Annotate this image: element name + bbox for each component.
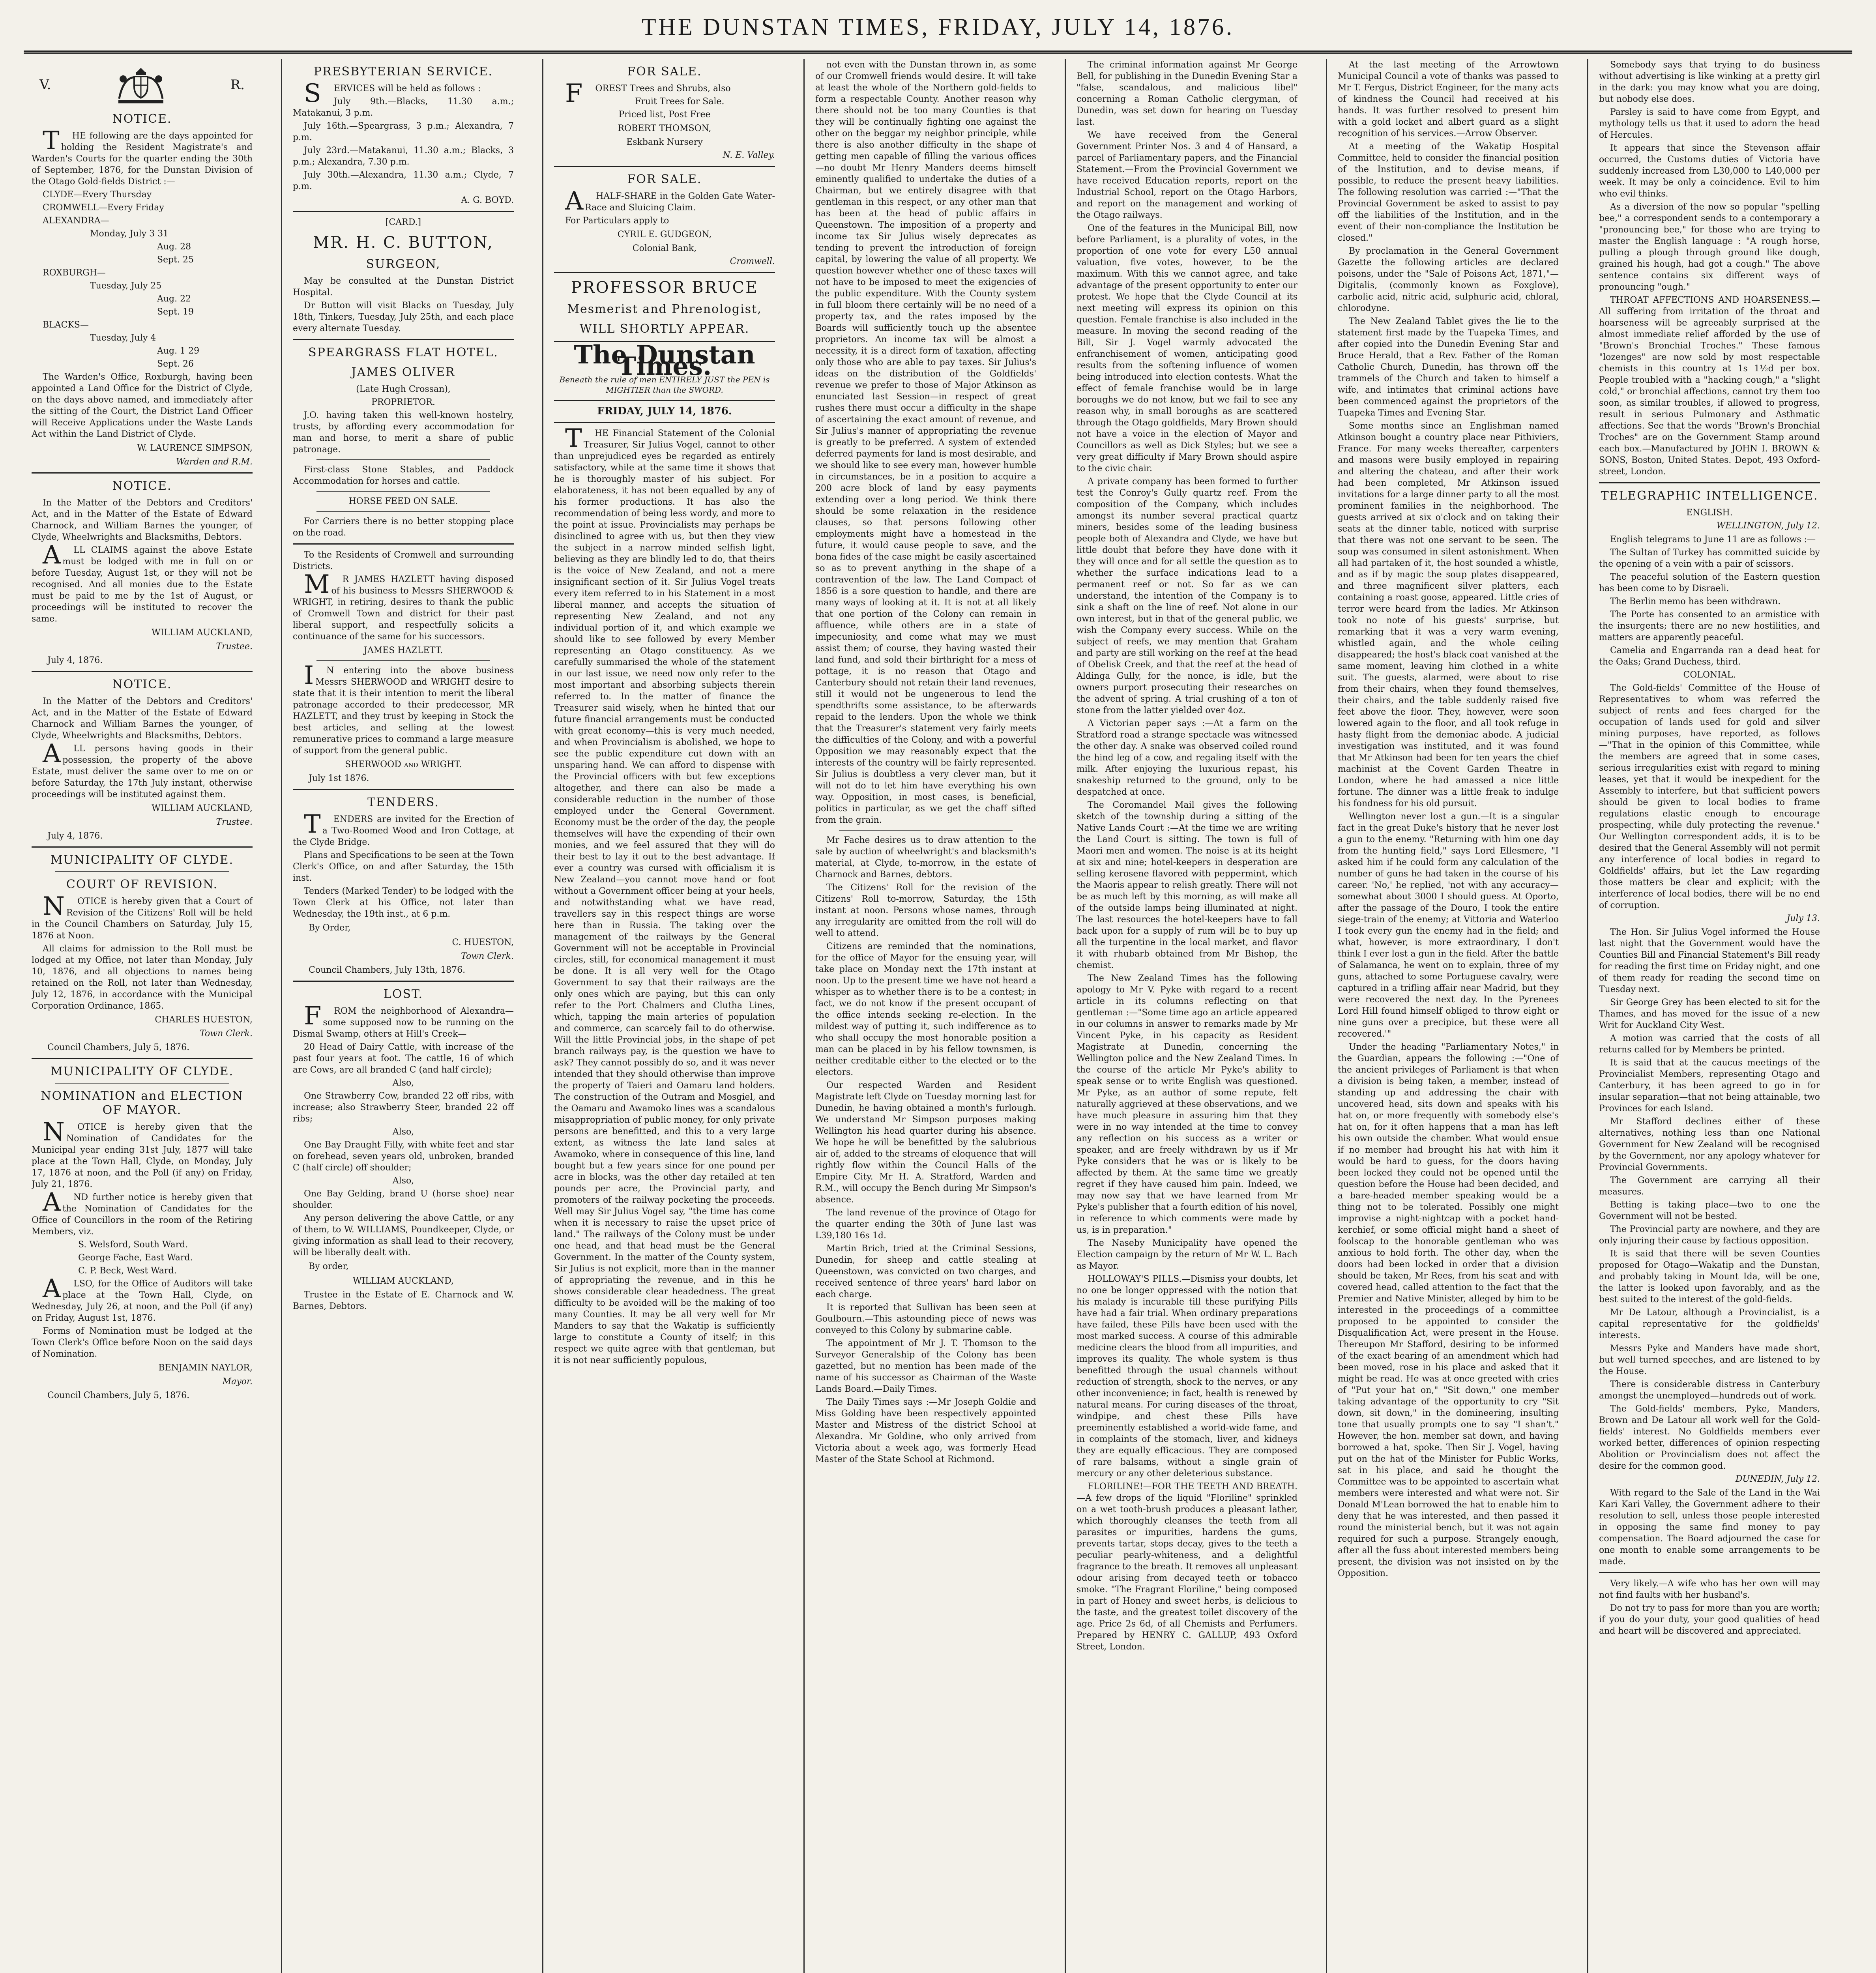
advert-subheading: SURGEON, [366,257,441,271]
news-item: It is reported that Sullivan has been seen at Goulbourn.—This astounding piece of news was conveyed to this Colony by submarine cable. [815,1303,1036,1335]
notice-date: Council Chambers, July 5, 1876. [47,1043,190,1052]
news-item: The Daily Times says :—Mr Joseph Goldie and Miss Golding have been respectively appointed Master and Mistress of the district School at Alexandra. Mr Goldine, who only arrived from Victoria about a week ago, was formerly Head Master of the State School at Richmond. [815,1397,1036,1464]
news-item: Somebody says that trying to do business without advertising is like winking at a pretty girl in the dark: you may know what you are doing, but nobody else does. [1599,60,1820,104]
notice-heading: MUNICIPALITY OF CLYDE. [50,853,234,867]
lost-also: Also, [392,1127,414,1137]
royal-crest [39,63,245,107]
news-item: We have received from the General Government Printer Nos. 3 and 4 of Hansard, a parcel of Parliamentary papers, and the Financial Statement.—From the Provincial Government we have received Education reports, report on the Industrial School, report on the Otago Harbors, and report on the management and working of the Otago railways. [1077,130,1297,220]
telegram-item: Sir George Grey has been elected to sit for the Thames, and has moved for the issue of a new Writ for Auckland City West. [1599,998,1820,1030]
divider [554,166,775,167]
news-item: The Coromandel Mail gives the following sketch of the township during a sitting of the Native Lands Court :—At the time we are writing the Land Court is sitting. The town is full of Maori men and women. The noise is at its height at six and nine; hotel-keepers in desperation are selling kerosene flavored with peppermint, which the Maoris appear to relish greatly. There will not be as much left by this morning, as will make all of the outside lamps being illuminated at night. The last resources the hotel-keepers have to fall back upon for a supply of rum will be to buy up all the turpentine in the local market, and flavor it with rhubarb obtained from Mr Bishop, the chemist. [1077,800,1297,970]
advert-subheading: WILL SHORTLY APPEAR. [579,322,750,336]
notice-body: NOTICE is hereby given that a Court of Revision of the Citizens' Roll will be held in the Council Chambers on Saturday, July 15, 1876 at Noon. [32,892,253,941]
divider [316,491,490,492]
telegram-item: The Gold-fields' members, Pyke, Manders, Brown and De Latour all work well for the Gold-fields' interest. No Goldfields members ever worked better, differences of opinion respecting Abolition or Provincialism does not affect the desire for the common good. [1599,1404,1820,1471]
news-item: Mr Fache desires us to draw attention to the sale by auction of wheelwright's and blacksmith's material, at Clyde, to-morrow, in the estate of Charnock and Barnes, debtors. [815,835,1036,880]
notice-heading: NOTICE. [112,112,172,126]
notice-body: Tenders (Marked Tender) to be lodged with the Town Clerk at his Office, not later than Wednesday, the 19th inst., at 6 p.m. [293,886,514,919]
news-item: By proclamation in the General Government Gazette the following articles are declared poisons, under the "Sale of Poisons Act, 1871,"—Digitalis, (commonly known as Foxglove), carbolic acid, nitric acid, sulphuric acid, chloral, chlorodyne. [1338,246,1559,313]
signature: A. G. BOYD. [461,195,514,205]
signature: WILLIAM AUCKLAND, [152,628,253,638]
section-subheading: COLONIAL. [1683,670,1736,680]
editorial-paragraph: THE Financial Statement of the Colonial Treasurer, Sir Julius Vogel, cannot to other than unprejudiced eyes be regarded as entirely satisfactory, while at the same time it shows that he is thoroughly master of his subject. For elaborateness, it has not been equalled by any of his former productions. It has also the recommendation of being less wordy, and more to the point at issue. Provincialists may perhaps be disinclined to agree with us, but then they view the subject in a narrow minded selfish light, believing as they are blindly led to do, that theirs is the voice of New Zealand, and not a mere insignificant section of it. Sir Julius Vogel treats every item referred to in his Statement in a most liberal manner, and accepts the situation of representing New Zealand, and not any individual portion of it, and which example we should like to see followed by every Member representing an Otago constituency. As we carefully summarised the whole of the statement in our last issue, we need now only refer to the most important and absorbing subjects therein referred to. In the matter of finance the Treasurer said wisely, when he hinted that our future financial arrangements must be conducted with great economy—this is very much needed, and when Provincialism is abolished, we hope to see the public expenditure cut down with an unsparing hand. We can afford to dispense with the Provincial officers with but few exceptions altogether, and there can also be made a considerable reduction in the number of those employed under the General Government. Economy must be the order of the day, the people themselves will have the expending of their own monies, and we feel assured that they will do their best to lay it out to the best advantage. If ever a country was cursed with officialism it is New Zealand—you cannot move hand or foot without a Government officer being at your heels, and notwithstanding what we have read, travellers say in this respect things are worse here than in Russia. The taking over the management of the railways by the General Government will not be acceptable in Provincial circles, still, for economical management it must be done. It is all very well for the Otago Government to say that their railways are the only ones which are paying, but this can only refer to the Port Chalmers and Clutha Lines, which, tapping the main arteries of population and commerce, can scarcely fail to do otherwise. Will the little Provincial jobs, in the shape of pet branch railways pay, is the question we have to ask? They cannot possibly do so, and it was never intended that they should otherwise than improve the property of Taieri and Oamaru land holders. The construction of the Outram and Mosgiel, and the Oamaru and Awamoko lines was a scandalous misappropriation of public money, for only private persons are benefitted, and this to a very large extent, as witness the late land sales at Awamoko, where in consequence of this line, land bought but a few years since for one pound per acre in blocks, was the other day retailed at ten pounds per acre, the Provincial party, and promoters of the railway pocketing the proceeds. Well may Sir Julius Vogel say, "the time has come when it is necessary to raise the upset price of land." The railways of the Colony must be under one head, and that head must be the General Government. In the matter of the County system, Sir Julius is not explicit, more than in the manner of appropriating the revenue, and in this he shows considerable clear headedness. The great difficulty to be avoided will be the making of too many Counties. It may be all very well for Mr Manders to say that the Wakatip is sufficiently large to constitute a County of itself; in this respect we quite agree with that gentleman, but it is not near sufficiently populous, [554,424,775,1365]
court-date: Tuesday, July 25 [90,281,162,291]
advert-line: HORSE FEED ON SALE. [348,496,458,506]
news-item: A Victorian paper says :—At a farm on the Stratford road a strange spectacle was witnessed the other day. A snake was observed coiled round the hind leg of a cow, and regaling itself with the milk. After enjoying the luxurious repast, his snakeship returned to the ground, only to be despatched at once. [1077,719,1297,797]
advert-body: AHALF-SHARE in the Golden Gate Water-Race and Sluicing Claim. [565,187,775,216]
telegram-item: With regard to the Sale of the Land in the Wai Kari Kari Valley, the Government adhere to their resolution to sell, unless those people interested in opposing the same find money to pay compensation. The Board adjourned the case for one month to enable some arrangements to be made. [1599,1488,1820,1567]
notice-date: July 1st 1876. [309,773,369,783]
notice-heading: NOTICE. [112,678,172,691]
notice-body: Any person delivering the above Cattle, or any of them, to W. WILLIAMS, Poundkeeper, Clyde, or giving information as shall lead to their recovery, will be liberally dealt with. [293,1213,514,1258]
news-item: Wellington never lost a gun.—It is a singular fact in the great Duke's history that he never lost a gun to the enemy. "Returning with him one day from the hunting field," says Lord Ellesmere, "I asked him if he could form any calculation of the number of guns he had taken in the course of his career. 'No,' he replied, 'not with any accuracy—somewhat about 3000 I should guess. At Oporto, after the passage of the Douro, I took the entire siege-train of the enemy; at Vittoria and Waterloo I took every gun the enemy had in the field; and what, however, is more extraordinary, I don't think I ever lost a gun in the field. After the battle of Salamanca, he went on to explain, three of my guns, attached to some Portuguese cavalry, were captured in a trifling affair near Madrid, but they were recovered the next day. In the Pyrenees Lord Hill found himself obliged to throw eight or nine guns over a precipice, but these were all recovered.'" [1338,812,1559,1039]
news-item: A private company has been formed to further test the Conroy's Gully quartz reef. From the composition of the Company, which includes amongst its number several practical quartz miners, besides some of the leading business people both of Alexandra and Clyde, we have but little doubt that before they have done with it they will once and for all settle the question as to whether the surface indications lead to a permanent reef or not. So far as we can understand, the intention of the Company is to sink a shaft on the line of reef. Not alone in our own interest, but in that of the general public, we wish the Company every success. While on the subject of reefs, we may mention that Graham and party are still working on the reef at the head of Obelisk Creek, and that the reef at the head of Aldinga Gully, for the nonce, is idle, but the owners purport prosecuting their researches on the advent of spring. A trial crushing of a ton of stone from the latter yielded over 4oz. [1077,477,1297,715]
notice-date: July 4, 1876. [47,831,103,841]
divider [316,511,490,512]
telegram-item: The Government are carrying all their measures. [1599,1176,1820,1197]
news-item: Some months since an Englishman named Atkinson bought a country place near Pithiviers, France. For many weeks thereafter, carpenters and masons were busily employed in repairing and altering the chateau, and after their work had been completed, Mr Atkinson issued invitations for a large dinner party to all the most prominent families in the neighborhood. The guests arrived at six o'clock and on taking their seats at the dinner table, noticed with surprise that there was not one servant to be seen. The soup was consumed in silent astonishment. When all had partaken of it, the host sounded a whistle, and as if by magic the soup plates disappeared, and three magnificent silver platters, each containing a roast goose, appeared. Little cries of terror were heard from the ladies. Mr Atkinson took no note of his guests' surprise, but remarking that it was a very warm evening, whistled again, and the whole ceiling disappeared; the host's black coat vanished at the same moment, leaving him clothed in a white suit. The guests, alarmed, were about to rise from their chairs, when they found themselves, their chairs, and the table suddenly raised five feet above the floor. They, however, were soon lowered again to the floor, and all took refuge in hasty flight from the demoniac abode. A judicial investigation was instituted, and it was found that Mr Atkinson had been for ten years the chief machinist at the Covent Garden Theatre in London, where he had amassed a nice little fortune. The dinner was a little freak to indulge his fondness for his old pursuit. [1338,421,1559,809]
telegram-item: Messrs Pyke and Manders have made short, but well turned speeches, and are listened to by the House. [1599,1344,1820,1376]
court-date: Aug. 28 [157,242,191,252]
column-5 [1077,59,1297,1973]
court-clyde: CLYDE—Every Thursday [43,190,152,200]
signature-title: Trustee. [216,642,253,651]
candidate-name: S. Welsford, South Ward. [78,1240,188,1250]
notice-body: All claims for admission to the Roll must be lodged at my Office, not later than Monday, July 10, 1876, and all objections to names being retained on the Roll, not later than Wednesday, July 12, 1876, in accordance with the Municipal Corporation Ordinance, 1865. [32,944,253,1011]
news-item: Under the heading "Parliamentary Notes," in the Guardian, appears the following :—"One of the ancient privileges of Parliament is that when a division is being taken, a member, instead of standing up and addressing the chair with uncovered head, sits down and speaks with his hat on, or more frequently with somebody else's hat on, for it often happens that a man has left his own outside the chamber. What would ensue if no member had brought his hat with him it would be hard to guess, for the doors having been locked they could not be opened until the question before the House had been decided, and a bare-headed member speaking would be a thing not to be tolerated. Possibly one might improvise a night-nightcap with a pocket hand-kerchief, or some official might hand a sheet of foolscap to the honorable gentleman who was anxious to hold forth. The other day, when the doors had been locked in order that a division should be taken, Mr Rees, from his seat and with covered head, called attention to the fact that the Premier and Native Minister, alleged by him to be interested in the proceedings of a committee proposed to be appointed to consider the Disqualification Act, were present in the House. Thereupon Mr Stafford, desiring to be informed of the exact bearing of an amendment which had been moved, rose in his place and asked that it might be read. He was at once greeted with cries of "Put your hat on," "Sit down," one member taking advantage of the opportunity to cry "Sit down, sit down," in the domineering, insulting tone that usually prompts one to say "I shan't." However, the hon. member sat down, and having borrowed a hat, spoke. Then Sir J. Vogel, having put on the hat of the Minister for Public Works, sat in his place, and said he thought the Committee was to be appointed to ascertain what members were interested and what were not. Sir Donald M'Lean borrowed the hat to enable him to deny that he was interested, and then passed it round the ministerial bench, but it was not again required for such a purpose. Strangely enough, after all the fuss about interested members being present, the division was not insisted on by the Opposition. [1338,1042,1559,1578]
service-line: July 16th.—Speargrass, 3 p.m.; Alexandra, 7 p.m. [293,121,514,142]
news-item: At the last meeting of the Arrowtown Municipal Council a vote of thanks was passed to Mr T. Fergus, District Engineer, for the many acts of kindness the Council had received at his hands. It was further resolved to present him with a gold locket and albert guard as a slight recognition of his services.—Arrow Observer. [1338,60,1559,139]
signature: CHARLES HUESTON, [155,1015,253,1025]
notice-body: ALL CLAIMS against the above Estate must be lodged with me in full on or before Tuesday, August 1st, or they will not be recognised. And all monies due to the Estate must be paid to me by the 1st of August, or proceedings will be instituted to recover the same. [32,541,253,624]
news-item: One of the features in the Municipal Bill, now before Parliament, is a plurality of votes, in the proportion of one vote for every L50 annual valuation, five votes, however, to be the maximum. With this we cannot agree, and take advantage of the present opportunity to enter our protest. We hope that the Clyde Council at its next meeting will express its opinion on this question. Female franchise is also included in the measure. In moving the second reading of the Bill, Sir J. Vogel warmly advocated the enfranchisement of women, anticipating good results from the softening influence of women being introduced into election contests. What the effect of female franchise would be in large boroughs we do not know, but we fail to see any reason why, in small boroughs as are scattered through the Otago goldfields, Mary Brown should not have a voice in the election of Mayor and Councillors as well as Dick Styles; but we see a very great difficulty if Mary Brown should aspire to the civic chair. [1077,223,1297,474]
running-header [24,7,1852,51]
advert-line: Cromwell. [730,256,775,266]
divider [554,422,775,423]
header-rule [24,51,1852,54]
court-date: Tuesday, July 4 [90,333,156,343]
court-blacks: BLACKS— [43,320,89,330]
signature: CYRIL E. GUDGEON, [617,230,712,240]
news-item: FLORILINE!—FOR THE TEETH AND BREATH.—A few drops of the liquid "Floriline" sprinkled on a wet tooth-brush produces a pleasant lather, which thoroughly cleanses the teeth from all parasites or impurities, hardens the gums, prevents tartar, stops decay, gives to the teeth a peculiar pearly-whiteness, and a delightful fragrance to the breath. It removes all unpleasant odour arising from decayed teeth or tobacco smoke. "The Fragrant Floriline," being composed in part of Honey and sweet herbs, is delicious to the taste, and the greatest toilet discovery of the age. Price 2s 6d, of all Chemists and Perfumers. Prepared by HENRY C. GALLUP, 493 Oxford Street, London. [1077,1482,1297,1652]
advert-line: (Late Hugh Crossan), [356,384,451,394]
advert-heading: MR. H. C. BUTTON, [313,234,494,252]
service-line: July 23rd.—Matakanui, 11.30 a.m.; Blacks, 3 p.m.; Alexandra, 7.30 p.m. [293,146,514,167]
notice-date: Council Chambers, July 5, 1876. [47,1391,190,1400]
court-date: Aug. 22 [157,294,191,304]
telegram-item: Camelia and Engarranda ran a dead heat for the Oaks; Grand Duchess, third. [1599,646,1820,667]
news-item: The land revenue of the province of Otago for the quarter ending the 30th of June last was L39,180 16s 1d. [815,1208,1036,1241]
divider [293,211,514,212]
news-item: At a meeting of the Wakatip Hospital Committee, held to consider the financial position of the Institution, and to devise means, if possible, to reduce the present heavy liabilities. The following resolution was carried :—"That the Provincial Government be asked to assist to pay off the liabilities of the Institution, and in the event of their non-compliance the Institution be closed." [1338,142,1559,243]
section-subheading: ENGLISH. [1686,508,1733,518]
signature: WILLIAM AUCKLAND, [353,1276,454,1286]
column-2 [293,59,514,1973]
notice-by: By order, [309,1262,349,1271]
dispatch-dateline: DUNEDIN, July 12. [1735,1474,1820,1484]
advert-heading: FOR SALE. [627,65,702,79]
notice-subheading: COURT OF REVISION. [66,878,218,891]
notice-body: ALSO, for the Office of Auditors will take place at the Town Hall, Clyde, on Wednesday, July 26, at noon, and the Poll (if any) on Friday, August 1st, 1876. [32,1274,253,1323]
column-1 [32,59,253,1973]
signature: BENJAMIN NAYLOR, [158,1363,253,1373]
signature-title: Mayor. [222,1377,253,1387]
editorial-dateline: FRIDAY, JULY 14, 1876. [597,405,732,417]
telegram-item: Mr De Latour, although a Provincialist, is a capital representative for the goldfields' interests. [1599,1308,1820,1340]
lost-item: One Bay Draught Filly, with white feet and star on forehead, seven years old, unbroken, branded C (half circle) off shoulder; [293,1140,514,1173]
crest-r: R. [230,77,245,93]
service-line: July 30th.—Alexandra, 11.30 a.m.; Clyde, 7 p.m. [293,170,514,191]
signature-title: Trustee in the Estate of E. Charnock and W. Barnes, Debtors. [293,1290,514,1311]
crest-v: V. [39,77,51,93]
divider [32,1058,253,1059]
telegram-item: It is said that at the caucus meetings of the Provincialist Members, representing Otago and Canterbury, it has been agreed to go in for insular separation—that not being attainable, two Provinces for each Island. [1599,1058,1820,1114]
candidate-name: George Fache, East Ward. [78,1253,193,1263]
nameplate: The Dunstan Times. [574,340,755,381]
lost-also: Also, [392,1176,414,1186]
telegram-item: The Porte has consented to an armistice with the insurgents; there are no new hostilities, and matters are apparently peaceful. [1599,610,1820,642]
editorial-paragraph: not even with the Dunstan thrown in, as some of our Cromwell friends would desire. It will take at least the whole of the Northern gold-fields to form a respectable County. Another reason why there should not be too many Counties is that they will be continually fighting one against the other on the beggar my neighbor principle, while there is also another difficulty in the shape of getting men capable of filling the various offices—no doubt Mr Henry Manders deems himself eminently qualified to undertake the duties of a Chairman, but we entirely disagree with that gentleman in this respect, or any other man that has been at the head of public affairs in Queenstown. The imposition of a property and income tax Sir Julius wisely deprecates as tending to prevent the introduction of foreign capital, by lowering the value of all property. We question however whether one of these taxes will not have to be imposed to meet the exigencies of the public expenditure. With the County system in full bloom there certainly will be no need of a property tax, and the rates imposed by the Boards will sufficiently touch up the absentee proprietors. An income tax will be almost a necessity, it is a direct form of taxation, affecting only those who are able to pay taxes. Sir Julius's ideas on the distribution of the Goldfields' revenue we prefer to those of Major Atkinson as enunciated last Session—in respect of great rushes there must occur a difficulty in the shape of ascertaining the exact amount of revenue, and Sir Julius's manner of appropriating the revenue is greatly to be preferred. A system of extended deferred payments for land is most desirable, and we should like to see every man, however humble in circumstances, be in a position to acquire a 200 acre block of land by easy payments extending over a long period. We think there should be some relaxation in the residence clauses, so that persons following other employments might have a homestead in the future, it would cause people to save, and the bona fides of the case might be easily ascertained so as to prevent anything in the shape of a contravention of the law. The Land Compact of 1856 is a sore question to handle, and there are many ways of looking at it. It is not at all likely that one portion of the Colony can remain in affluence, while others are in a state of impecuniosity, and come what may we must assist them; of course, they having wasted their land fund, and sold their birthright for a mess of pottage, it is no reason that Otago and Canterbury should not retain their land revenues, still it would not be ungenerous to lend the spendthrifts some assistance, to be afterwards repaid to the lenders. Upon the whole we think that the Treasurer's statement very fairly meets the difficulties of the Colony, and with a powerful Opposition we may reasonably expect that the interests of the country will be fairly represented. Sir Julius is doubtless a very clever man, but it will not do to let him have everything his own way. Opposition, in most cases, is beneficial, politics in particular, as we get the chaff sifted from the grain. [815,60,1036,825]
court-date: Sept. 26 [157,359,194,369]
signature-title: Town Clerk. [200,1029,253,1039]
advert-subheading: Mesmerist and Phrenologist, [567,302,762,316]
notice-by: By Order, [309,923,351,933]
notice-heading: PRESBYTERIAN SERVICE. [313,65,493,79]
divider [55,871,229,872]
notice-body: SERVICES will be held as follows : [304,79,481,108]
columns [24,59,1852,1973]
signature-title: Trustee. [216,817,253,827]
divider [32,846,253,848]
notice-heading: MUNICIPALITY OF CLYDE. [50,1065,234,1078]
news-item: Citizens are reminded that the nominations, for the office of Mayor for the ensuing year, will take place on Monday next the 17th instant at noon. Up to the present time we have not heard a whisper as to whether there is to be a contest; in fact, we do not know if the present occupant of the office intends seeking re-election. In the mildest way of putting it, such indifference as to who shall occupy the most honorable position a man can be placed in by his fellow townsmen, is neither creditable either to the elected or to the electors. [815,942,1036,1077]
telegram-item: The Gold-fields' Committee of the House of Representatives to whom was referred the subject of rents and fees charged for the occupation of lands used for gold and silver mining purposes, have reported, as follows—"That in the opinion of this Committee, while the members are agreed that in some cases, serious irregularities exist with regard to mining leases, yet that it would be inexpedient for the Assembly to interfere, but that sufficient powers should be given to local bodies to frame regulations elastic enough to encourage prospecting, while duly protecting the revenue." Our Wellington correspondent adds, it is to be desired that the General Assembly will not permit any interference of local bodies in regard to Goldfields' affairs, but let the Law regarding those matters be clear and explicit; with the interference of local bodies, there will be no end of corruption. [1599,683,1820,910]
divider [293,981,514,982]
notice-body: Forms of Nomination must be lodged at the Town Clerk's Office before Noon on the said days of Nomination. [32,1326,253,1359]
notice-body: FROM the neighborhood of Alexandra—some supposed now to be running on the Dismal Swamp, others at Hill's Creek— [293,1001,514,1039]
telegram-item: The Provincial party are nowhere, and they are only injuring their cause by factious opposition. [1599,1224,1820,1246]
notice-body: Plans and Specifications to be seen at the Town Clerk's Office, on and after Saturday, the 15th inst. [293,850,514,883]
news-item: Do not try to pass for more than you are worth; if you do your duty, your good qualities of head and heart will be discovered and appreciated. [1599,1603,1820,1636]
divider [1599,1572,1820,1573]
advert-body: To the Residents of Cromwell and surrounding Districts. [293,550,514,571]
court-date: Aug. 1 29 [157,346,200,356]
notice-body: TENDERS are invited for the Erection of a Two-Roomed Wood and Iron Cottage, at the Clyde Bridge. [293,810,514,847]
lost-item: One Strawberry Cow, branded 22 off ribs, with increase; also Strawberry Steer, branded 22 off ribs; [293,1091,514,1124]
telegram-item: English telegrams to June 11 are as follows :— [1610,535,1816,545]
notice-date: July 4, 1876. [47,655,103,665]
signature: ROBERT THOMSON, [618,124,711,133]
notice-body: In the Matter of the Debtors and Creditors' Act, and in the Matter of the Estate of Edward Charnock and William Barnes the younger, of Clyde, Wheelwrights and Blacksmiths, Debtors. [32,696,253,741]
motto: Beneath the rule of men ENTIRELY JUST the PEN is MIGHTIER than the SWORD. [559,375,770,395]
news-item: The appointment of Mr J. T. Thomson to the Surveyor Generalship of the Colony has been gazetted, but no mention has been made of the name of his successor as Chairman of the Waste Lands Board.—Daily Times. [815,1338,1036,1394]
news-item: The Citizens' Roll for the revision of the Citizens' Roll to-morrow, Saturday, the 15th instant at noon. Persons whose names, through any irregularity are omitted from the roll will do well to attend. [815,883,1036,938]
signature-title: Warden and R.M. [176,457,253,467]
lost-item: 20 Head of Dairy Cattle, with increase of the past four years at foot. The cattle, 16 of which are Cows, are all branded C (and half circle); [293,1042,514,1075]
dispatch-dateline: July 13. [1786,913,1820,923]
divider [293,339,514,340]
signature: WILLIAM AUCKLAND, [152,803,253,813]
news-item: The New Zealand Tablet gives the lie to the statement first made by the Tuapeka Times, and after copied into the Dunedin Evening Star and Bruce Herald, that a Rev. Father of the Roman Catholic Church, Dunedin, has thrown off the trammels of the Church and taken to himself a wife, and intimates that criminal actions have been commenced against the proprietors of the Tuapeka Times and Evening Star. [1338,316,1559,418]
advert-body: J.O. having taken this well-known hostelry, trusts, by affording every accommodation for man and horse, to merit a share of public patronage. [293,410,514,455]
divider [554,272,775,273]
advert-line: Fruit Trees for Sale. [635,97,725,107]
divider [316,660,490,661]
running-header-title: THE DUNSTAN TIMES, FRIDAY, JULY 14, 1876. [642,14,1234,40]
advert-heading: FOR SALE. [627,172,702,186]
divider [32,472,253,474]
signature: SHERWOOD and WRIGHT. [345,760,462,769]
advert-body: FOREST Trees and Shrubs, also [565,79,731,108]
divider [316,459,490,460]
notice-heading: TENDERS. [367,796,439,809]
divider [55,1083,229,1084]
court-date: Sept. 25 [157,255,194,265]
candidate-name: C. P. Beck, West Ward. [78,1266,177,1276]
notice-heading: LOST. [383,987,423,1001]
service-line: July 9th.—Blacks, 11.30 a.m.; Matakanui, 3 p.m. [293,97,514,118]
signature-title: Town Clerk. [461,951,514,961]
advert-line: PROPRIETOR. [371,397,435,407]
advert-line: Eskbank Nursery [626,137,703,147]
news-item: The New Zealand Times has the following apology to Mr V. Pyke with regard to a recent article in its columns reflecting on that gentleman :—"Some time ago an article appeared in our columns in answer to remarks made by Mr Vincent Pyke, in his capacity as Resident Magistrate at Dunedin, concerning the Wellington police and the New Zealand Times. In the course of the article Mr Pyke's ability to speak sense or to write English was questioned. Mr Pyke, as an author of some repute, felt naturally aggrieved at these observations, and we have much pleasure in assuring him that they were in no way intended at the time to convey any reflection on his success as a writer or speaker, and are freely withdrawn by us if Mr Pyke considers that he was or is likely to be affected by them. At the same time we greatly regret if they have caused him pain. Indeed, we may now say that we have learned from Mr Pyke's publisher that a fourth edition of his novel, in reference to which comments were made by us, is in preparation." [1077,973,1297,1235]
court-roxburgh: ROXBURGH— [43,268,106,278]
signature: C. HUESTON, [452,938,514,947]
advert-heading: PROFESSOR BRUCE [571,279,758,297]
news-item: As a diversion of the now so popular "spelling bee," a correspondent sends to a contemporary a "pronouncing bee," for those who are trying to master the English language : "A rough horse, pulling a plough through ground like dough, grained his hough, had got a cough." The above sentence contains six different ways of pronouncing "ough." [1599,202,1820,292]
court-cromwell: CROMWELL—Every Friday [43,203,164,213]
advert-body: May be consulted at the Dunstan District Hospital. [293,276,514,298]
court-date: Monday, July 3 31 [90,229,169,239]
news-item: The criminal information against Mr George Bell, for publishing in the Dunedin Evening Star a "false, scandalous, and malicious libel" concerning a Roman Catholic clergyman, of Dunedin, was set down for hearing on Tuesday last. [1077,60,1297,127]
notice-heading: NOTICE. [112,479,172,493]
advert-name: JAMES OLIVER [351,365,455,379]
telegram-item: There is considerable distress in Canterbury amongst the unemployed—hundreds out of work. [1599,1380,1820,1401]
advert-line: Priced list, Post Free [618,110,711,120]
advert-line: N. E. Valley. [723,150,775,160]
column-4 [815,59,1036,1973]
telegram-item: The Sultan of Turkey has committed suicide by the opening of a vein with a pair of scissors. [1599,548,1820,569]
advert-body: IN entering into the above business Messrs SHERWOOD and WRIGHT desire to state that it is their intention to merit the liberal patronage accorded to their predecessor, MR HAZLETT, and they trust by keeping in Stock the best articles, and selling at the lowest remunerative prices to command a large measure of support from the general public. [293,661,514,756]
news-item: THROAT AFFECTIONS AND HOARSENESS.—All suffering from irritation of the throat and hoarseness will be agreeably surprised at the almost immediate relief afforded by the use of "Brown's Bronchial Troches." These famous "lozenges" are now sold by most respectable chemists in this country at 1s 1½d per box. People troubled with a "hacking cough," a "slight cold," or bronchial affections, cannot try them too soon, as similar troubles, if allowed to progress, result in serious Pulmonary and Asthmatic affections. See that the words "Brown's Bronchial Troches" are on the Government Stamp around each box.—Manufactured by JOHN I. BROWN & SONS, Boston, United States. Depot, 493 Oxford-street, London. [1599,295,1820,477]
telegram-item: Mr Stafford declines either of these alternatives, nothing less than one National Government for New Zealand will be recognised by the Government, nor any apology whatever for Provincial Governments. [1599,1117,1820,1172]
news-item: Very likely.—A wife who has her own will may not find faults with her husband's. [1599,1579,1820,1600]
news-item: It appears that since the Stevenson affair occurred, the Customs duties of Victoria have suddenly increased from L30,000 to L40,000 per week. It may be only a coincidence. Evil to him who evil thinks. [1599,143,1820,199]
news-item: Parsley is said to have come from Egypt, and mythology tells us that it used to adorn the head of Hercules. [1599,107,1820,140]
column-7 [1599,59,1820,1973]
dispatch-dateline: WELLINGTON, July 12. [1716,521,1820,531]
notice-subheading: NOMINATION and ELECTION OF MAYOR. [41,1089,243,1117]
notice-body: The Warden's Office, Roxburgh, having been appointed a Land Office for the District of Clyde, on the days above named, and immediately after the sitting of the Court, the District Land Officer will Receive Applications under the Waste Lands Act within the Land District of Clyde. [32,372,253,439]
advert-body: MR JAMES HAZLETT having disposed of his business to Messrs SHERWOOD & WRIGHT, in retiring, desires to thank the public of Cromwell Town and district for their past liberal support, and respectfully solicits a continuance of the same for his successors. [293,570,514,642]
signature: W. LAURENCE SIMPSON, [137,443,253,453]
divider [839,830,1013,831]
telegram-item: It is said that there will be seven Counties proposed for Otago—Wakatip and the Dunstan, and probably taking in Mount Ida, will be one, the latter is looked upon favorably, and as the best suited to the interest of the gold-fields. [1599,1249,1820,1305]
advert-body: For Carriers there is no better stopping place on the road. [293,517,514,538]
notice-body: THE following are the days appointed for holding the Resident Magistrate's and Warden's Courts for the quarter ending the 30th of September, 1876, for the Dunstan Division of the Otago Gold-fields District :— [32,126,253,187]
news-item: Martin Brich, tried at the Criminal Sessions, Dunedin, for sheep and cattle stealing at Queenstown, was convicted on two charges, and received sentence of three years' hard labor on each charge. [815,1244,1036,1299]
advert-body: Dr Button will visit Blacks on Tuesday, July 18th, Tinkers, Tuesday, July 25th, and each place every alternate Tuesday. [293,301,514,333]
royal-arms-icon [111,63,170,107]
court-alexandra: ALEXANDRA— [43,216,109,226]
section-heading: TELEGRAPHIC INTELLIGENCE. [1601,489,1818,503]
signature: JAMES HAZLETT. [364,646,443,655]
news-item: HOLLOWAY'S PILLS.—Dismiss your doubts, let no one be longer oppressed with the notion that his malady is incurable till these purifying Pills have had a fair trial. When ordinary preparations have failed, these Pills have been used with the most marked success. A course of this admirable medicine clears the blood from all impurities, and improves its quality. The whole system is thus benefitted through the usual channels without reduction of strength, shock to the nerves, or any other inconvenience; in fact, health is renewed by natural means. For curing diseases of the throat, windpipe, and chest these Pills have preeminently established a world-wide fame, and in complaints of the stomach, liver, and kidneys they are equally efficacious. They are composed of rare balsams, without a single grain of mercury or any other deleterious substance. [1077,1274,1297,1479]
advert-body: First-class Stone Stables, and Paddock Accommodation for horses and cattle. [293,465,514,486]
court-date: Sept. 19 [157,307,194,317]
divider [1599,482,1820,483]
divider [32,671,253,672]
telegram-item: The Hon. Sir Julius Vogel informed the House last night that the Government would have the Counties Bill and Financial Statement's Bill ready for reading the first time on Friday night, and one of them ready for reading the second time on Tuesday next. [1599,927,1820,994]
lost-also: Also, [392,1078,414,1088]
notice-body: In the Matter of the Debtors and Creditors' Act, and in the Matter of the Estate of Edward Charnock, and William Barnes the younger, of Clyde, Wheelwrights and Blacksmiths, Debtors. [32,498,253,542]
telegram-item: Betting is taking place—two to one the Government will not be bested. [1599,1200,1820,1221]
notice-date: Council Chambers, July 13th, 1876. [309,965,466,975]
notice-body: ALL persons having goods in their possession, the property of the above Estate, must deliver the same over to me on or before Saturday, the 17th July instant, otherwise proceedings will be instituted against them. [32,739,253,799]
column-3 [554,59,775,1973]
divider [554,400,775,401]
telegram-item: A motion was carried that the costs of all returns called for by Members be printed. [1599,1033,1820,1055]
notice-body: NOTICE is hereby given that the Nomination of Candidates for the Municipal year ending 31st July, 1877 will take place at the Town Hall, Clyde, on Monday, July 17, 1876 at noon, and the Poll (if any) on Friday, July 21, 1876. [32,1118,253,1189]
advert-line: Colonial Bank, [632,243,697,253]
telegram-item: The Berlin memo has been withdrawn. [1610,597,1781,607]
advert-heading: SPEARGRASS FLAT HOTEL. [308,346,498,359]
divider [293,543,514,545]
divider [293,789,514,790]
lost-item: One Bay Gelding, brand U (horse shoe) near shoulder. [293,1189,514,1210]
column-6 [1338,59,1559,1973]
advert-body: For Particulars apply to [565,216,669,226]
news-item: Our respected Warden and Resident Magistrate left Clyde on Tuesday morning last for Dunedin, he having obtained a month's furlough. We understand Mr Simpson purposes making Wellington his head quarter during his absence. We hope he will be benefitted by the salubrious air of, added to the streams of eloquence that will rightly flow within the Council Halls of the Empire City. Mr H. A. Stratford, Warden and R.M., will occupy the Bench during Mr Simpson's absence. [815,1080,1036,1205]
telegram-item: The peaceful solution of the Eastern question has been come to by Disraeli. [1599,572,1820,593]
news-item: The Naseby Municipality have opened the Election campaign by the return of Mr W. L. Bach as Mayor. [1077,1238,1297,1271]
card-label: [CARD.] [385,217,421,227]
notice-body: AND further notice is hereby given that the Nomination of Candidates for the Office of Councillors in the room of the Retiring Members, viz. [32,1188,253,1237]
